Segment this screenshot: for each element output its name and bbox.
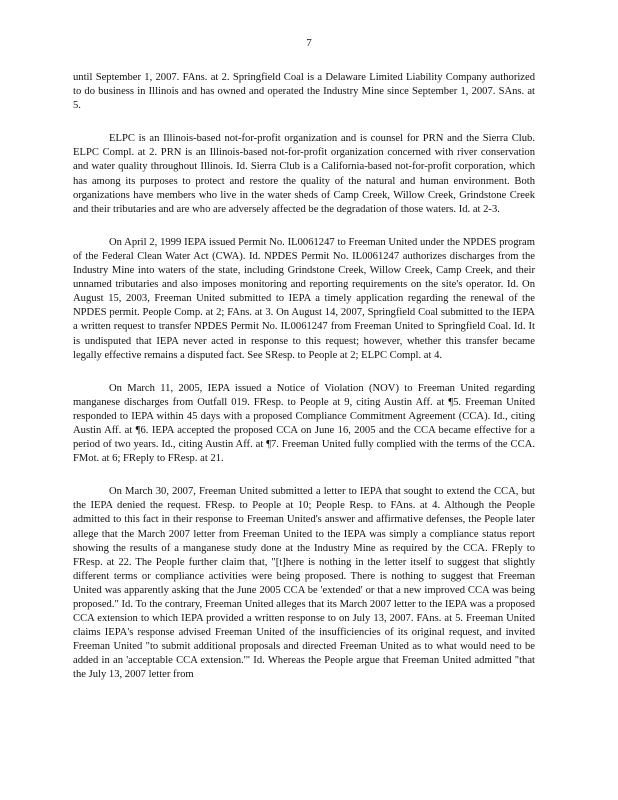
paragraph-notice-of-violation: On March 11, 2005, IEPA issued a Notice of Violation (NOV) to Freeman United regarding manganese discharges from Outfall 019. FResp. to People at 9, citing Austin Aff. at ¶5. Freeman United responded to IEPA within 45 days with a proposed Compliance Commitment Agreement (CCA). Id., citing Austin Aff. at ¶6. IEPA accepted the proposed CCA on June 16, 2005 and the CCA became effective for a period of two years. Id., citing Austin Aff. at ¶7. Freeman United fully complied with the terms of the CCA. FMot. at 6; FReply to FResp. at 21. bbox=[73, 382, 535, 465]
document-body bbox=[73, 71, 535, 702]
page-number: 7 bbox=[306, 37, 312, 49]
paragraph-springfield-coal: until September 1, 2007. FAns. at 2. Springfield Coal is a Delaware Limited Liability Company authorized to do business in Illinois and has owned and operated the Industry Mine since September 1, 2007. SAns. at 5. bbox=[73, 72, 535, 112]
paragraph-cca-extension: On March 30, 2007, Freeman United submitted a letter to IEPA that sought to extend the CCA, but the IEPA denied the request. FResp. to People at 10; People Resp. to FAns. at 4. Although the People admitted to this fact in their response to Freeman United's answer and affirmative defenses, the People later allege that the March 2007 letter from Freeman United to the IEPA was simply a compliance status report showing the results of a manganese study done at the Industry Mine as required by the CCA. FReply to FResp. at 22. The People further claim that, "[t]here is nothing in the letter itself to suggest that slightly different terms or compliance activities were being proposed. There is nothing to suggest that Freeman United was apparently asking that the June 2005 CCA be 'extended' or that a new improved CCA was being proposed." Id. To the contrary, Freeman United alleges that its March 2007 letter to the IEPA was a proposed CCA extension to which IEPA provided a written response to on July 13, 2007. FAns. at 5. Freeman United claims IEPA's response advised Freeman United of the insufficiencies of its original request, and invited Freeman United "to submit additional proposals and directed Freeman United as to what would need to be added in an 'acceptable CCA extension.'" Id. Whereas the People argue that Freeman United admitted "that the July 13, 2007 letter from bbox=[73, 486, 535, 681]
paragraph-parties: ELPC is an Illinois-based not-for-profit organization and is counsel for PRN and the Sierra Club. ELPC Compl. at 2. PRN is an Illinois-based not-for-profit organization concerned with river conservation and water quality throughout Illinois. Id. Sierra Club is a California-based not-for-profit corporation, which has among its purposes to protect and restore the quality of the natural and human environment. Both organizations have members who live in the water sheds of Camp Creek, Willow Creek, Grindstone Creek and their tributaries and are who are adversely affected be the degradation of those waters. Id. at 2-3. bbox=[73, 133, 535, 215]
paragraph-npdes-permit: On April 2, 1999 IEPA issued Permit No. IL0061247 to Freeman United under the NPDES program of the Federal Clean Water Act (CWA). Id. NPDES Permit No. IL0061247 authorizes discharges from the Industry Mine into waters of the state, including Grindstone Creek, Willow Creek, Camp Creek, and their unnamed tributaries and also imposes monitoring and reporting requirements on the site's operator. Id. On August 15, 2003, Freeman United submitted to IEPA a timely application regarding the renewal of the NPDES permit. People Comp. at 2; FAns. at 3. On August 14, 2007, Springfield Coal submitted to the IEPA a written request to transfer NPDES Permit No. IL0061247 from Freeman United to Springfield Coal. Id. It is undisputed that IEPA never acted in response to this request; however, whether this transfer became legally effective remains a disputed fact. See SResp. to People at 2; ELPC Compl. at 4. bbox=[73, 236, 535, 361]
